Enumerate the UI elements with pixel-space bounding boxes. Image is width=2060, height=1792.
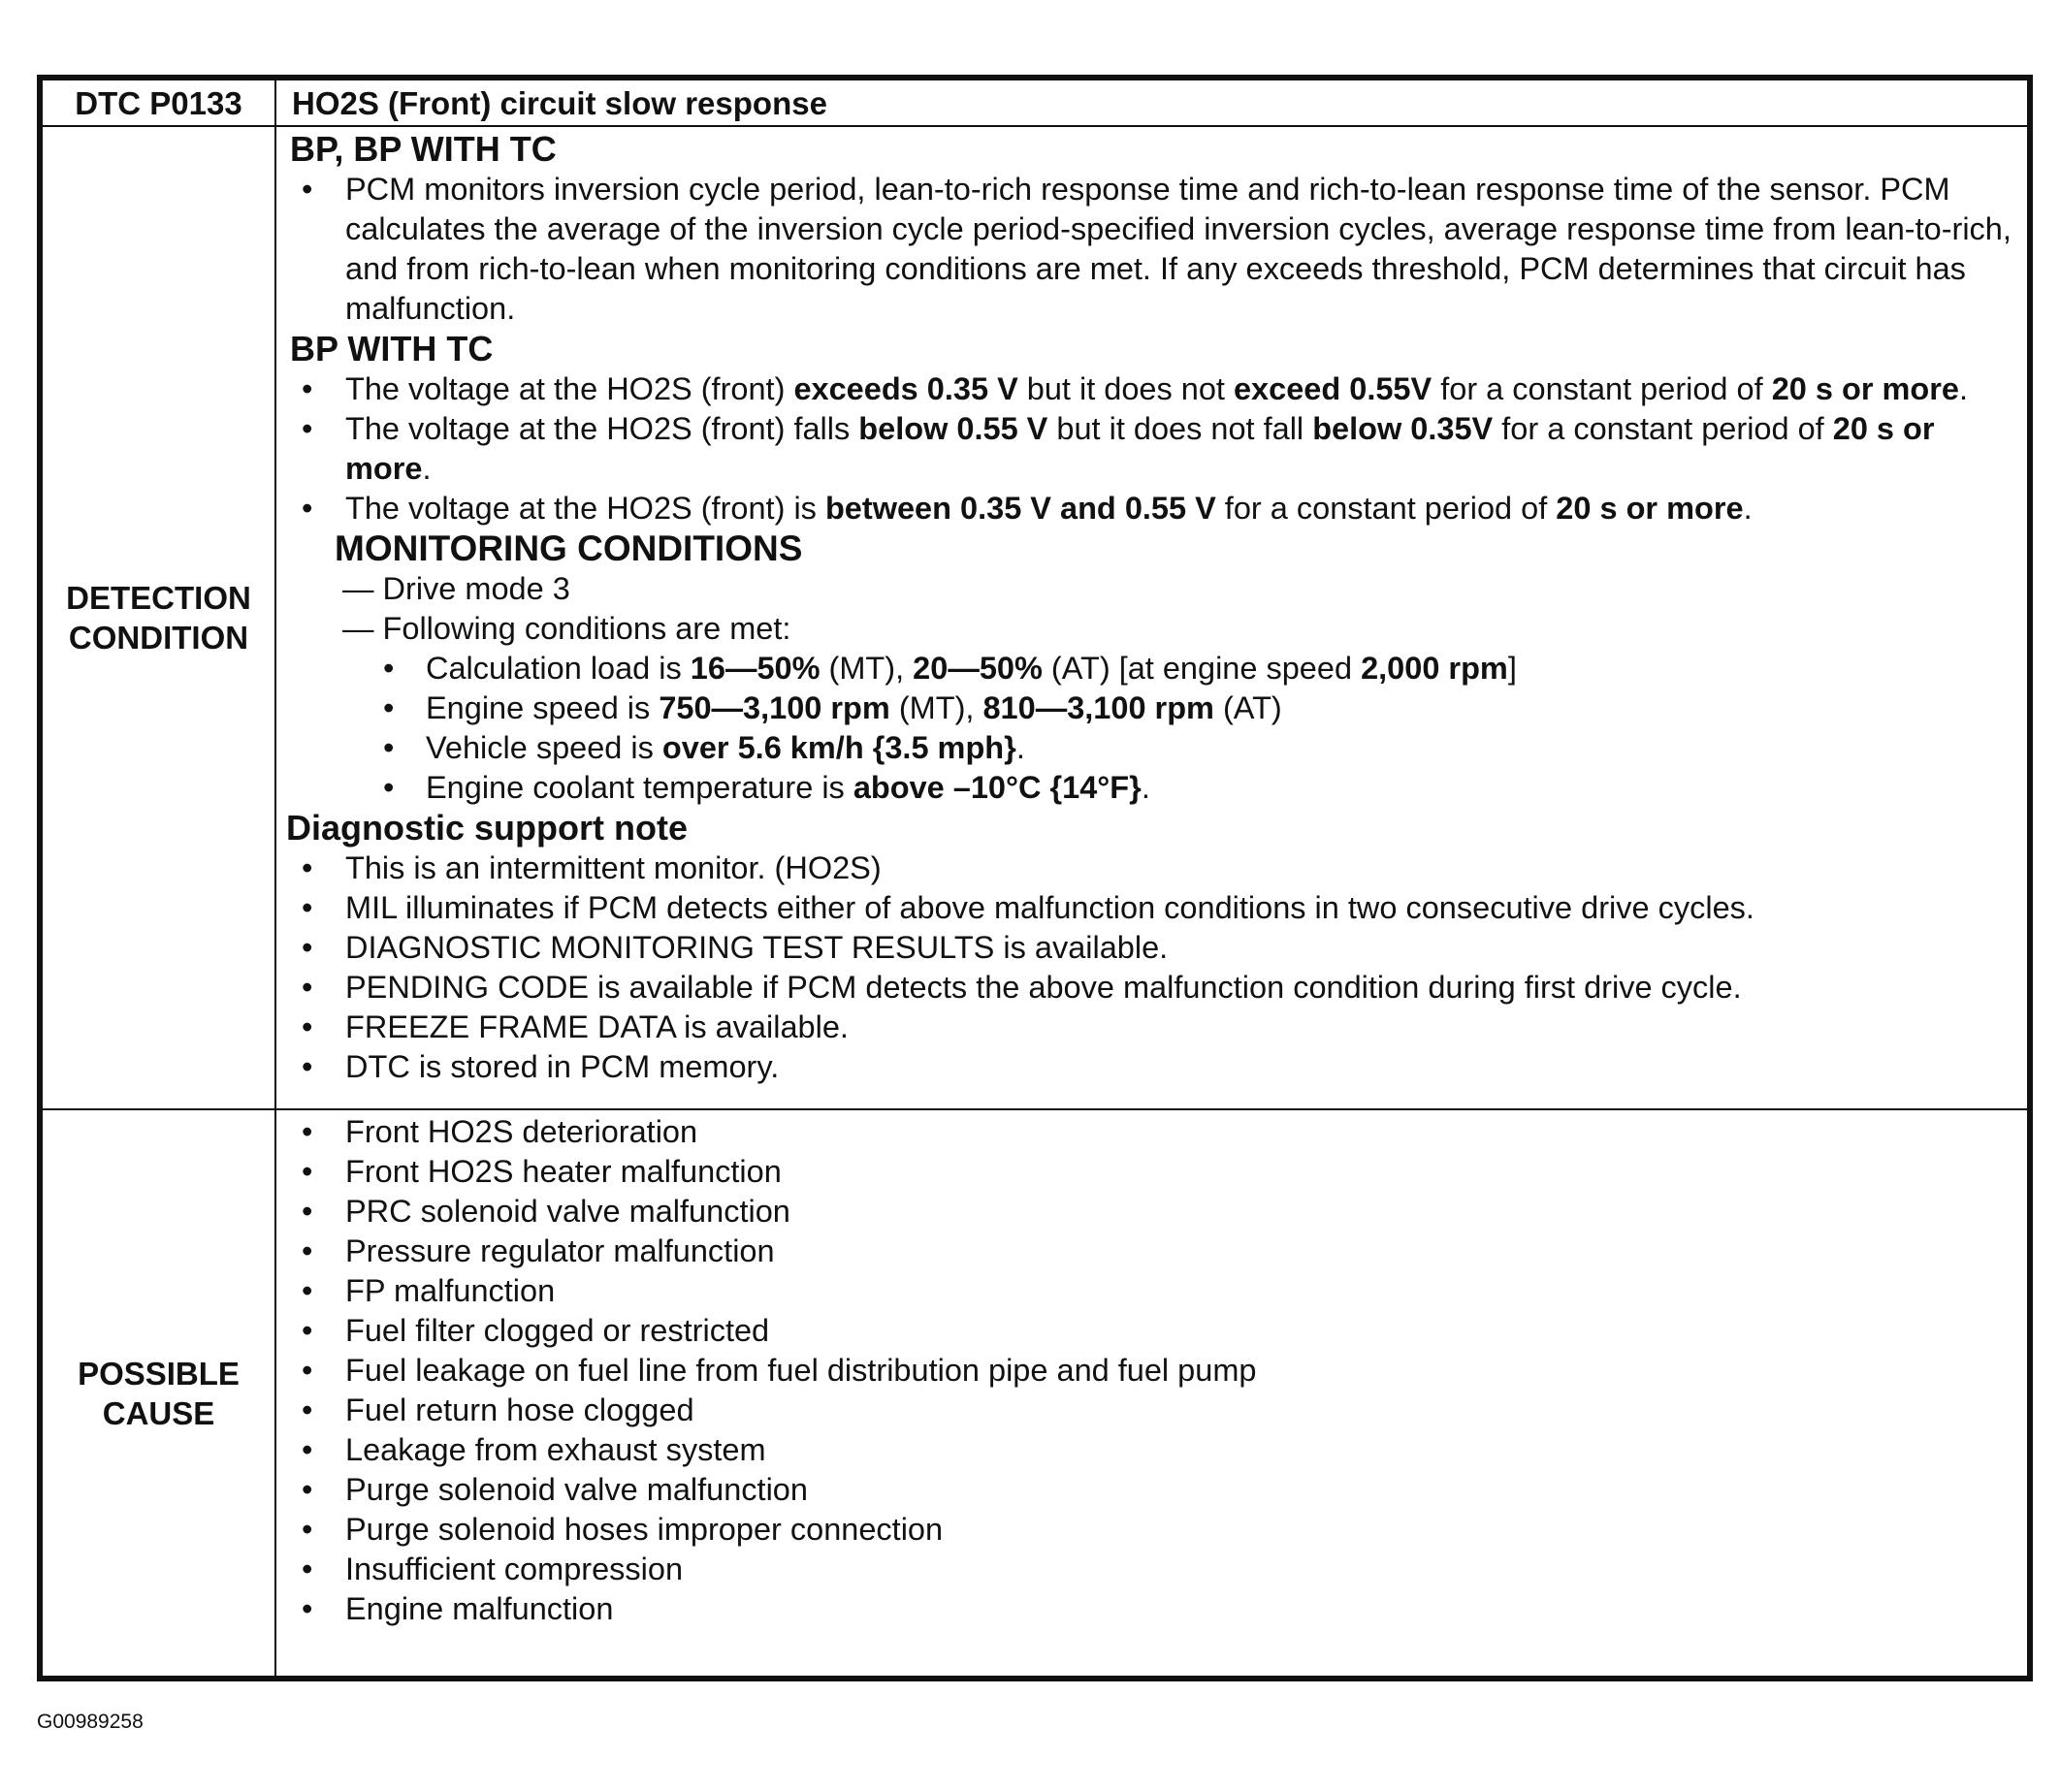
- bp-with-tc-list: [290, 369, 2017, 528]
- list-item: • Front HO2S deterioration: [290, 1112, 2017, 1152]
- list-item: • Calculation load is 16—50% (MT), 20—50% (AT) [at engine speed 2,000 rpm]: [290, 649, 2017, 688]
- list-item: • Engine speed is 750—3,100 rpm (MT), 810—3,100 rpm (AT): [290, 688, 2017, 728]
- list-item: • Insufficient compression: [290, 1550, 2017, 1589]
- monitoring-conditions-title: MONITORING CONDITIONS: [335, 528, 803, 568]
- list-item: • PENDING CODE is available if PCM detects the above malfunction condition during first drive cycle.: [290, 968, 2017, 1008]
- monitoring-dash-1: — Drive mode 3: [342, 571, 570, 606]
- section-title-bp-with-tc: BP WITH TC: [290, 329, 494, 368]
- list-item: • FREEZE FRAME DATA is available.: [290, 1008, 2017, 1047]
- list-item: • Vehicle speed is over 5.6 km/h {3.5 mph}.: [290, 728, 2017, 768]
- monitoring-conditions-list: [290, 649, 2017, 808]
- list-item: • The voltage at the HO2S (front) falls below 0.55 V but it does not fall below 0.35V for a constant period of 20 s or more.: [290, 409, 2017, 489]
- list-item: • Purge solenoid valve malfunction: [290, 1470, 2017, 1510]
- dtc-title: HO2S (Front) circuit slow response: [275, 80, 2028, 126]
- list-item: • The voltage at the HO2S (front) exceeds 0.35 V but it does not exceed 0.55V for a constant period of 20 s or more.: [290, 369, 2017, 409]
- dtc-code: DTC P0133: [42, 80, 275, 126]
- list-item: • Fuel leakage on fuel line from fuel distribution pipe and fuel pump: [290, 1351, 2017, 1391]
- header-row: [42, 80, 2028, 126]
- detection-content: [275, 126, 2028, 1109]
- detection-label-line2: CONDITION: [68, 620, 249, 656]
- detection-label: [42, 126, 275, 1109]
- list-item: • PCM monitors inversion cycle period, lean-to-rich response time and rich-to-lean response time of the sensor. PCM calculates the average of the inversion cycle period-specified inversion cycles, average response time from lean-to-rich, and from rich-to-lean when monitoring conditions are met. If any exceeds threshold, PCM determines that circuit has malfunction.: [290, 170, 2017, 329]
- list-item: • Fuel return hose clogged: [290, 1391, 2017, 1430]
- list-item: • DIAGNOSTIC MONITORING TEST RESULTS is available.: [290, 928, 2017, 968]
- diagnostic-notes-list: [290, 848, 2017, 1087]
- list-item: • Fuel filter clogged or restricted: [290, 1311, 2017, 1351]
- dtc-table: [37, 75, 2033, 1681]
- section-title-bp: BP, BP WITH TC: [290, 129, 557, 169]
- monitoring-dash-2: — Following conditions are met:: [342, 611, 791, 646]
- dtc-table-grid: [41, 79, 2029, 1678]
- possible-cause-label-line2: CAUSE: [102, 1394, 215, 1431]
- list-item: • Engine malfunction: [290, 1589, 2017, 1629]
- list-item: • Leakage from exhaust system: [290, 1430, 2017, 1470]
- detection-row: [42, 126, 2028, 1109]
- list-item: • DTC is stored in PCM memory.: [290, 1047, 2017, 1087]
- list-item: • PRC solenoid valve malfunction: [290, 1192, 2017, 1232]
- list-item: • FP malfunction: [290, 1271, 2017, 1311]
- list-item: • Pressure regulator malfunction: [290, 1232, 2017, 1271]
- list-item: • Purge solenoid hoses improper connection: [290, 1510, 2017, 1550]
- detection-label-line1: DETECTION: [66, 580, 251, 616]
- diagnostic-support-note-title: Diagnostic support note: [286, 808, 688, 848]
- list-item: • MIL illuminates if PCM detects either of above malfunction conditions in two consecutive drive cycles.: [290, 888, 2017, 928]
- list-item: • The voltage at the HO2S (front) is between 0.35 V and 0.55 V for a constant period of 20 s or more.: [290, 489, 2017, 528]
- possible-cause-label: [42, 1109, 275, 1677]
- possible-cause-list: [290, 1112, 2017, 1629]
- possible-cause-content: [275, 1109, 2028, 1677]
- list-item: • Front HO2S heater malfunction: [290, 1152, 2017, 1192]
- bp-list: [290, 170, 2017, 329]
- list-item: • Engine coolant temperature is above –10°C {14°F}.: [290, 768, 2017, 808]
- possible-cause-label-line1: POSSIBLE: [78, 1355, 240, 1392]
- figure-id: G00989258: [37, 1711, 144, 1733]
- list-item: • This is an intermittent monitor. (HO2S): [290, 848, 2017, 888]
- possible-cause-row: [42, 1109, 2028, 1677]
